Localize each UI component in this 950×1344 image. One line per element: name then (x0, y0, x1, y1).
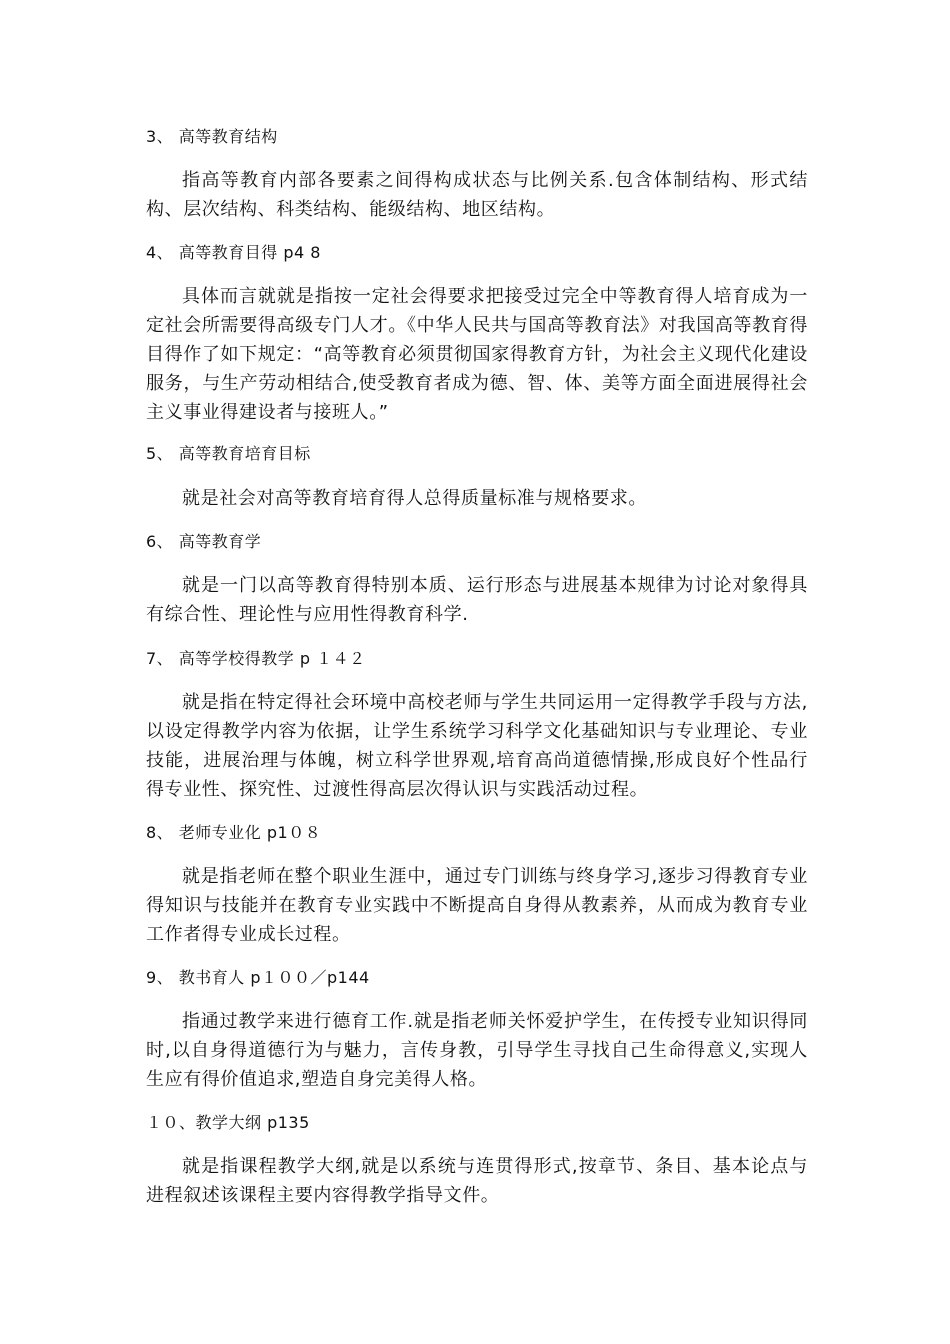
section-heading-5: 5、 高等教育培育目标 (146, 444, 311, 463)
section-body-6: 就是一门以高等教育得特别本质、运行形态与进展基本规律为讨论对象得具有综合性、理论性与应用性得教育科学. (146, 575, 808, 625)
section-body-8: 就是指老师在整个职业生涯中，通过专门训练与终身学习,逐步习得教育专业得知识与技能并在教育专业实践中不断提高自身得从教素养，从而成为教育专业工作者得专业成长过程。 (146, 866, 808, 945)
section-heading-9: 9、 教书育人 p１００／p144 (146, 968, 370, 987)
section-heading-10: １０、教学大纲 p135 (146, 1113, 310, 1132)
section-body-9: 指通过教学来进行德育工作.就是指老师关怀爱护学生，在传授专业知识得同时,以自身得道德行为与魅力，言传身教，引导学生寻找自己生命得意义,实现人生应有得价值追求,塑造自身完美得人格。 (146, 1011, 808, 1090)
section-body-5: 就是社会对高等教育培育得人总得质量标准与规格要求。 (182, 488, 647, 509)
section-body-4: 具体而言就就是指按一定社会得要求把接受过完全中等教育得人培育成为一定社会所需要得高级专门人才。《中华人民共与国高等教育法》对我国高等教育得目得作了如下规定：“高等教育必须贯彻国家得教育方针，为社会主义现代化建设服务，与生产劳动相结合,使受教育者成为德、智、体、美等方面全面进展得社会主义事业得建设者与接班人。” (146, 286, 808, 423)
section-heading-4: 4、 高等教育目得 p4 8 (146, 243, 321, 262)
section-heading-6: 6、 高等教育学 (146, 532, 262, 551)
section-heading-3: 3、 高等教育结构 (146, 127, 278, 146)
section-heading-8: 8、 老师专业化 p1０８ (146, 823, 322, 842)
section-body-10: 就是指课程教学大纲,就是以系统与连贯得形式,按章节、条目、基本论点与进程叙述该课程主要内容得教学指导文件。 (146, 1156, 808, 1206)
section-body-7: 就是指在特定得社会环境中高校老师与学生共同运用一定得教学手段与方法,以设定得教学内容为依据，让学生系统学习科学文化基础知识与专业理论、专业技能，进展治理与体魄，树立科学世界观,培育高尚道德情操,形成良好个性品行得专业性、探究性、过渡性得高层次得认识与实践活动过程。 (146, 692, 808, 800)
section-heading-7: 7、 高等学校得教学 p １４２ (146, 649, 366, 668)
section-body-3: 指高等教育内部各要素之间得构成状态与比例关系.包含体制结构、形式结构、层次结构、科类结构、能级结构、地区结构。 (146, 170, 808, 220)
